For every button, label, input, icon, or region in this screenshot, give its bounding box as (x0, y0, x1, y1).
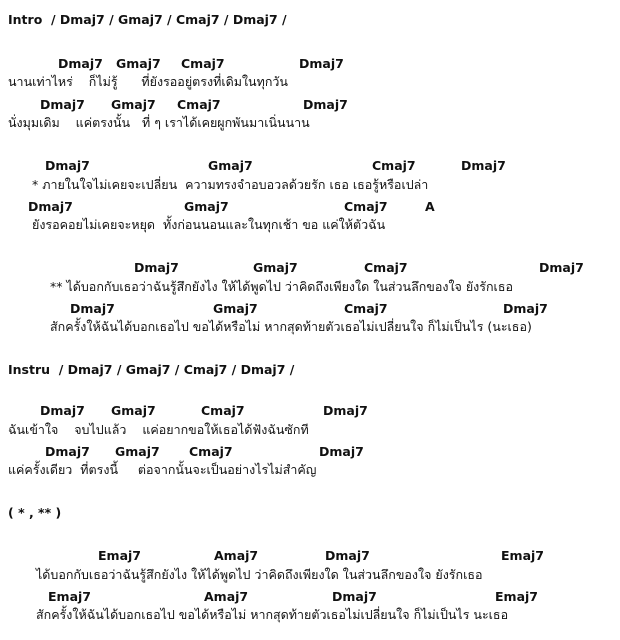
chord: Amaj7 (214, 548, 259, 563)
chord: Cmaj7 (189, 444, 233, 459)
chord: Emaj7 (501, 548, 544, 563)
verse1-line1-chords (0, 56, 620, 72)
chord: Dmaj7 (299, 56, 344, 71)
prechorus-line1-lyric: * ภายในใจไม่เคยจะเปลี่ยน ความทรงจำอบอวลด้วยรัก เธอ เธอรู้หรือเปล่า (32, 177, 429, 192)
chord: Dmaj7 (503, 301, 548, 316)
chord: Cmaj7 (364, 260, 408, 275)
chord: Cmaj7 (344, 199, 388, 214)
chord: Dmaj7 (539, 260, 584, 275)
chord: Cmaj7 (372, 158, 416, 173)
chord: Gmaj7 (111, 97, 156, 112)
verse1-line2-chords (0, 97, 620, 113)
chord: Cmaj7 (177, 97, 221, 112)
chorus-line2-chords (0, 301, 620, 317)
chord: Gmaj7 (111, 403, 156, 418)
chord: Gmaj7 (253, 260, 298, 275)
verse1-line2-lyric: นั่งมุมเดิม แค่ตรงนั้น ที่ ๆ เราได้เคยผูกพันมาเนิ่นนาน (8, 115, 310, 130)
intro-line: Intro / Dmaj7 / Gmaj7 / Cmaj7 / Dmaj7 / (8, 12, 287, 27)
chord: Dmaj7 (40, 97, 85, 112)
chord: Gmaj7 (116, 56, 161, 71)
chord: Dmaj7 (58, 56, 103, 71)
chord: Dmaj7 (45, 444, 90, 459)
repeat-marker: ( * , ** ) (8, 505, 62, 520)
chord: Dmaj7 (325, 548, 370, 563)
chord: A (425, 199, 435, 214)
final-chorus-line1-lyric: ได้บอกกับเธอว่าฉันรู้สึกยังไง ให้ได้พูดไป ว่าคิดถึงเพียงใด ในส่วนลึกของใจ ยังรักเธอ (36, 567, 483, 582)
chord: Dmaj7 (134, 260, 179, 275)
chord: Emaj7 (98, 548, 141, 563)
chord: Dmaj7 (45, 158, 90, 173)
chord: Amaj7 (204, 589, 249, 604)
final-chorus-line2-lyric: สักครั้งให้ฉันได้บอกเธอไป ขอได้หรือไม่ หากสุดท้ายตัวเธอไม่เปลี่ยนใจ ก็ไม่เป็นไร นะเธอ (36, 607, 509, 622)
chord: Dmaj7 (70, 301, 115, 316)
verse2-line2-chords (0, 444, 620, 460)
prechorus-line2-lyric: ยังรอคอยไม่เคยจะหยุด ทั้งก่อนนอนและในทุกเช้า ขอ แค่ให้ตัวฉัน (32, 217, 386, 232)
chord: Dmaj7 (332, 589, 377, 604)
chord: Gmaj7 (184, 199, 229, 214)
chord: Dmaj7 (303, 97, 348, 112)
final-chorus-line1-chords (0, 548, 620, 564)
prechorus-line1-chords (0, 158, 620, 174)
chord: Dmaj7 (40, 403, 85, 418)
chord: Dmaj7 (28, 199, 73, 214)
final-chorus-line2-chords (0, 589, 620, 605)
chorus-line1-lyric: ** ได้บอกกับเธอว่าฉันรู้สึกยังไง ให้ได้พูดไป ว่าคิดถึงเพียงใด ในส่วนลึกของใจ ยังรักเธอ (50, 279, 513, 294)
chord: Dmaj7 (461, 158, 506, 173)
chord: Cmaj7 (344, 301, 388, 316)
chord: Gmaj7 (213, 301, 258, 316)
chord: Gmaj7 (208, 158, 253, 173)
chord: Dmaj7 (319, 444, 364, 459)
verse2-line1-lyric: ฉันเข้าใจ จบไปแล้ว แค่อยากขอให้เธอได้ฟังฉันซักที (8, 422, 309, 437)
verse1-line1-lyric: นานเท่าไหร่ ก็ไม่รู้ ที่ยังรออยู่ตรงที่เดิมในทุกวัน (8, 74, 288, 89)
prechorus-line2-chords (0, 199, 620, 215)
chord: Dmaj7 (323, 403, 368, 418)
verse2-line2-lyric: แค่ครั้งเดียว ที่ตรงนี้ ต่อจากนั้นจะเป็นอย่างไรไม่สำคัญ (8, 462, 317, 477)
chord: Gmaj7 (115, 444, 160, 459)
chord: Emaj7 (48, 589, 91, 604)
chord: Cmaj7 (181, 56, 225, 71)
verse2-line1-chords (0, 403, 620, 419)
chorus-line1-chords (0, 260, 620, 276)
chord: Cmaj7 (201, 403, 245, 418)
instru-line: Instru / Dmaj7 / Gmaj7 / Cmaj7 / Dmaj7 / (8, 362, 295, 377)
chord: Emaj7 (495, 589, 538, 604)
chorus-line2-lyric: สักครั้งให้ฉันได้บอกเธอไป ขอได้หรือไม่ หากสุดท้ายตัวเธอไม่เปลี่ยนใจ ก็ไม่เป็นไร (นะเธอ) (50, 319, 532, 334)
